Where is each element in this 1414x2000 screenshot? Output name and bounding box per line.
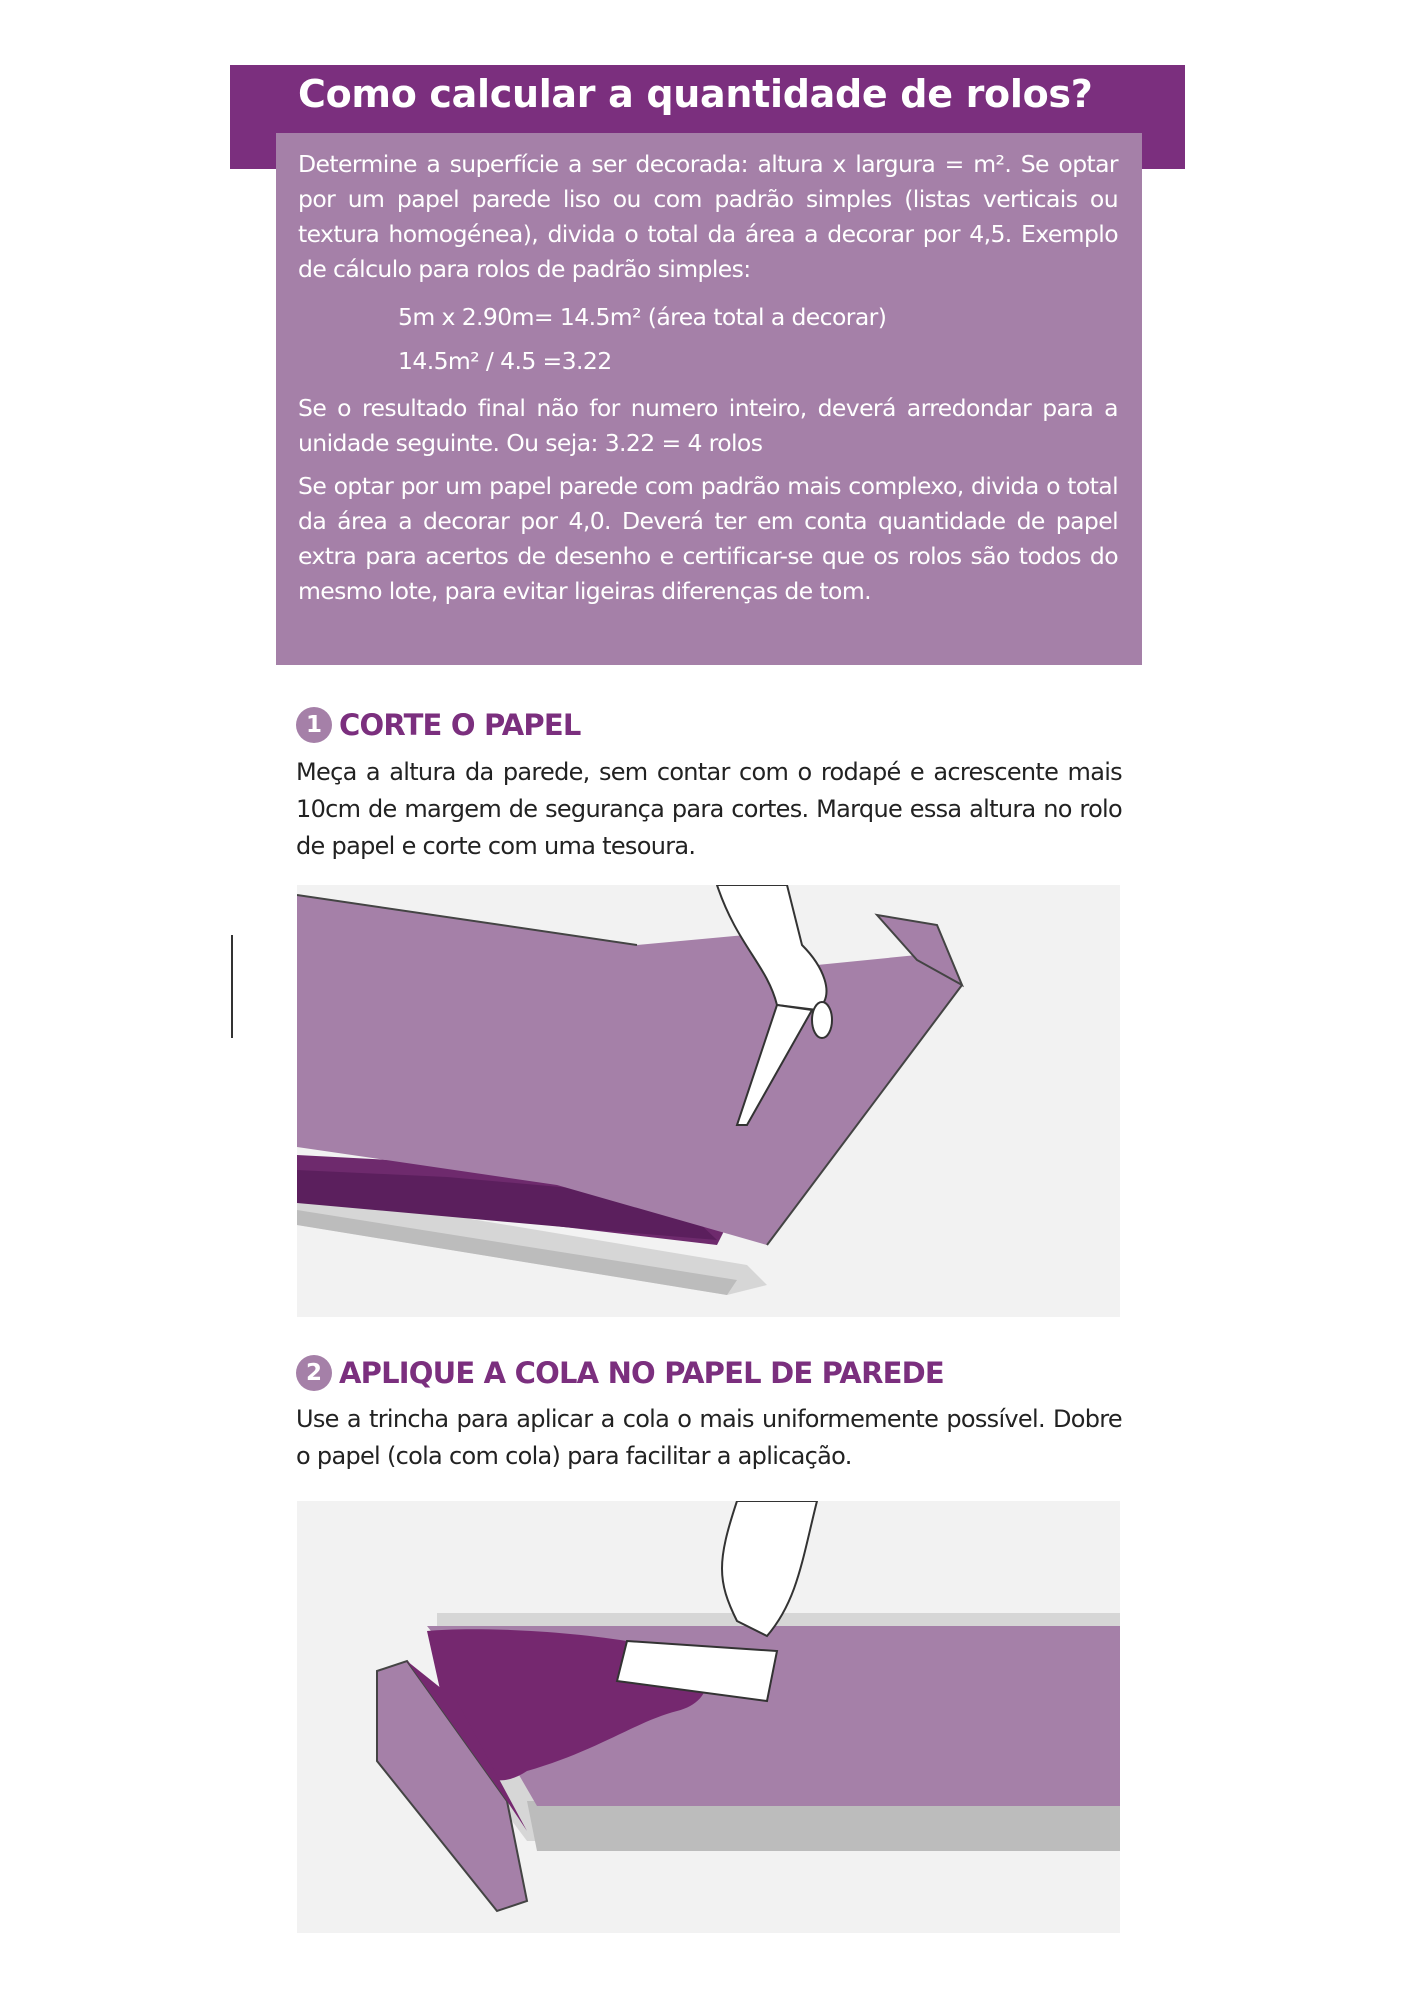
step-1-title: CORTE O PAPEL	[339, 708, 581, 742]
calculation-line-1: 5m x 2.90m= 14.5m² (área total a decorar)	[398, 303, 887, 331]
calculation-example	[398, 295, 1118, 383]
step-2-title: APLIQUE A COLA NO PAPEL DE PAREDE	[339, 1356, 944, 1390]
step-1-number-badge: 1	[296, 707, 332, 743]
info-paragraph-3: Se optar por um papel parede com padrão mais complexo, divida o total da área a decorar por 4,0. Deverá ter em conta quantidade de papel extra para acertos de desenho e certificar-se que os rolos são todos do mesmo lote, para evitar ligeiras diferenças de tom.	[298, 472, 1118, 605]
applying-glue-illustration	[297, 1501, 1120, 1933]
cutting-paper-illustration	[297, 885, 1120, 1317]
step-2-text: Use a trincha para aplicar a cola o mais uniformemente possível. Dobre o papel (cola com cola) para facilitar a aplicação.	[296, 1405, 1122, 1470]
step-1-text: Meça a altura da parede, sem contar com o rodapé e acrescente mais 10cm de margem de segurança para cortes. Marque essa altura no rolo de papel e corte com uma tesoura.	[296, 758, 1122, 860]
page-title: Como calcular a quantidade de rolos?	[298, 72, 1093, 116]
step-1-heading	[296, 707, 581, 743]
info-paragraph-2: Se o resultado final não for numero inteiro, deverá arredondar para a unidade seguinte. Ou seja: 3.22 = 4 rolos	[298, 394, 1118, 457]
step-2-heading	[296, 1355, 944, 1391]
margin-line	[231, 935, 233, 1038]
calculation-info-box	[276, 133, 1142, 665]
calculation-line-2: 14.5m² / 4.5 =3.22	[398, 347, 612, 375]
step-2-number-badge: 2	[296, 1355, 332, 1391]
info-paragraph-1: Determine a superfície a ser decorada: altura x largura = m². Se optar por um papel parede liso ou com padrão simples (listas verticais ou textura homogénea), divida o total da área a decorar por 4,5. Exemplo de cálculo para rolos de padrão simples:	[298, 150, 1118, 283]
